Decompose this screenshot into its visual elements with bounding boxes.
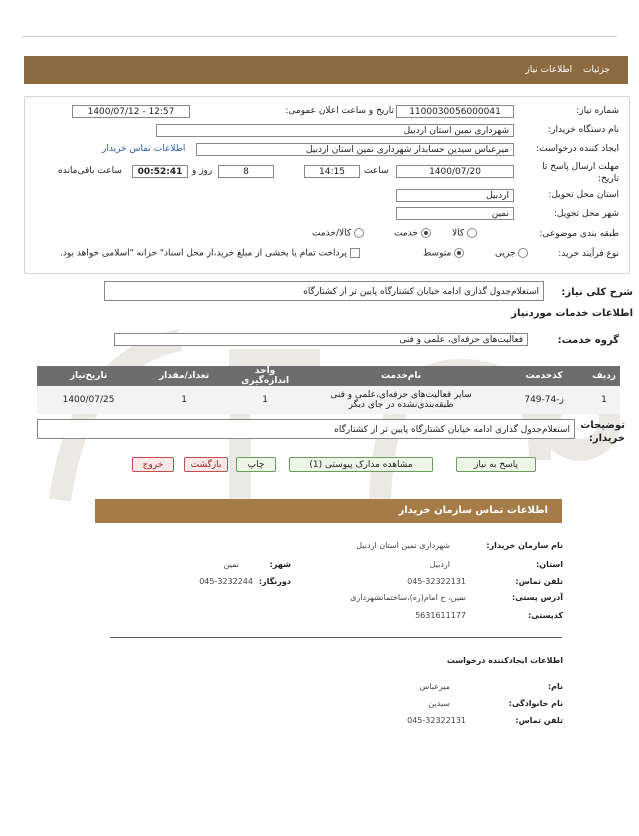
details-link[interactable]: جزئیات xyxy=(583,65,610,75)
buyer-label: نام دستگاه خریدار: xyxy=(548,125,619,135)
contact-city-value: نمین xyxy=(223,560,239,569)
col-unit-header: واحد اندازه‌گیری xyxy=(228,366,302,386)
deadline-time-field: 14:15 xyxy=(304,165,360,178)
need-number-field: 1100030056000041 xyxy=(396,105,514,118)
deadline-time-label: ساعت xyxy=(364,166,389,176)
days-field: 8 xyxy=(218,165,274,178)
service-group-label: گروه خدمت: xyxy=(557,335,619,346)
col-qty-header: تعداد/مقدار xyxy=(140,366,228,386)
contact-city-label: شهر: xyxy=(269,560,291,569)
row-index: 1 xyxy=(588,386,620,414)
print-button[interactable]: چاپ xyxy=(236,457,276,472)
creator-phone-label: تلفن تماس: xyxy=(515,716,563,725)
table-header-row xyxy=(37,366,620,386)
process-small-option[interactable]: جزیی xyxy=(495,248,528,259)
category-goods-option[interactable]: کالا xyxy=(452,228,477,239)
contact-phone-value: 045-32322131 xyxy=(407,577,466,586)
radio-selected-icon xyxy=(454,248,464,258)
row-code: ز-74-749 xyxy=(500,386,588,414)
row-qty: 1 xyxy=(140,386,228,414)
payment-note: پرداخت تمام یا بخشی از مبلغ خرید،از محل اسناد" خزانه "اسلامی خواهد بود. xyxy=(60,248,360,259)
province-label: استان محل تحویل: xyxy=(548,190,619,200)
row-name: سایر فعالیت‌های حرفه‌ای،علمی و فنی طبقه‌بندی‌نشده در جای دیگر xyxy=(302,386,500,414)
remaining-time-field: 00:52:41 xyxy=(132,165,188,178)
table-row xyxy=(37,386,620,414)
summary-field: استعلام‌جدول گذاری ادامه خیابان کشتارگاه پایین تر از کشتارگاه xyxy=(104,281,544,301)
reply-button[interactable]: پاسخ به نیاز xyxy=(456,457,536,472)
city-label: شهر محل تحویل: xyxy=(553,209,619,219)
radio-icon xyxy=(518,248,528,258)
back-button[interactable]: بازگشت xyxy=(184,457,228,472)
org-label: نام سازمان خریدار: xyxy=(486,541,563,550)
row-unit: 1 xyxy=(228,386,302,414)
announce-field: 1400/07/12 - 12:57 xyxy=(72,105,190,118)
deadline-label: مهلت ارسال پاسخ تا تاریخ: xyxy=(542,162,619,184)
postal-label: کدپستی: xyxy=(528,611,563,620)
province-field: اردبیل xyxy=(396,189,514,202)
creator-first-value: میرعباس xyxy=(419,682,450,691)
need-number-label: شماره نیاز: xyxy=(576,106,619,116)
remaining-label: ساعت باقی‌مانده xyxy=(58,166,122,176)
address-label: آدرس پستی: xyxy=(512,593,563,602)
creator-phone-value: 045-32322131 xyxy=(407,716,466,725)
address-value: نمین، خ امام(ره)،ساختمانشهرداری xyxy=(350,593,466,602)
creator-first-label: نام: xyxy=(547,682,563,691)
creator-last-value: سیدین xyxy=(428,699,450,708)
buyer-contact-link[interactable]: اطلاعات تماس خریدار xyxy=(102,144,186,154)
contact-section-header: اطلاعات تماس سازمان خریدار xyxy=(95,499,562,523)
col-code-header: کدخدمت xyxy=(500,366,588,386)
summary-label: شرح کلی نیاز: xyxy=(561,287,633,298)
requester-field: میرعباس سیدین حسابدار شهرداری نمین استان اردبیل xyxy=(196,143,514,156)
category-both-option[interactable]: کالا/خدمت xyxy=(312,228,364,239)
col-index-header: ردیف xyxy=(588,366,620,386)
creator-last-label: نام خانوادگی: xyxy=(508,699,563,708)
city-field: نمین xyxy=(396,207,514,220)
org-value: شهرداری نمین استان اردبیل xyxy=(356,541,450,550)
attachments-button[interactable]: مشاهده مدارک پیوستی (1) xyxy=(289,457,433,472)
row-date: 1400/07/25 xyxy=(37,386,140,414)
contact-divider xyxy=(110,637,562,638)
checkbox-icon[interactable] xyxy=(350,248,360,258)
contact-province-value: اردبیل xyxy=(429,560,450,569)
category-label: طبقه بندی موضوعی: xyxy=(539,229,619,239)
deadline-date-field: 1400/07/20 xyxy=(396,165,514,178)
fax-label: دورنگار: xyxy=(258,577,291,586)
need-info-link[interactable]: اطلاعات نیاز xyxy=(525,65,573,75)
service-group-field: فعالیت‌های حرفه‌ای، علمی و فنی xyxy=(114,333,528,346)
postal-value: 5631611177 xyxy=(415,611,466,620)
process-medium-option[interactable]: متوسط xyxy=(423,248,464,259)
col-name-header: نام‌خدمت xyxy=(302,366,500,386)
page-header-bar xyxy=(24,56,628,84)
services-table xyxy=(37,366,620,414)
col-date-header: تاریخ‌نیاز xyxy=(37,366,140,386)
days-label: روز و xyxy=(192,166,213,176)
category-service-option[interactable]: خدمت xyxy=(394,228,431,239)
announce-label: تاریخ و ساعت اعلان عمومی: xyxy=(285,106,394,116)
services-title: اطلاعات خدمات موردنیاز xyxy=(511,308,633,319)
buyer-field: شهرداری نمین استان اردبیل xyxy=(156,124,514,137)
requester-label: ایجاد کننده درخواست: xyxy=(536,144,619,154)
creator-title: اطلاعات ایجادکننده درخواست xyxy=(446,656,563,665)
contact-phone-label: تلفن تماس: xyxy=(515,577,563,586)
process-label: نوع فرآیند خرید: xyxy=(558,249,619,259)
contact-province-label: استان: xyxy=(536,560,563,569)
top-divider xyxy=(22,36,617,37)
buyer-notes-field: استعلام‌جدول گذاری ادامه خیابان کشتارگاه پایین تر از کشتارگاه xyxy=(37,419,575,439)
exit-button[interactable]: خروج xyxy=(132,457,174,472)
radio-icon xyxy=(467,228,477,238)
buyer-notes-label: توضیحات خریدار: xyxy=(580,420,625,444)
radio-icon xyxy=(354,228,364,238)
fax-value: 045-3232244 xyxy=(199,577,253,586)
radio-selected-icon xyxy=(421,228,431,238)
